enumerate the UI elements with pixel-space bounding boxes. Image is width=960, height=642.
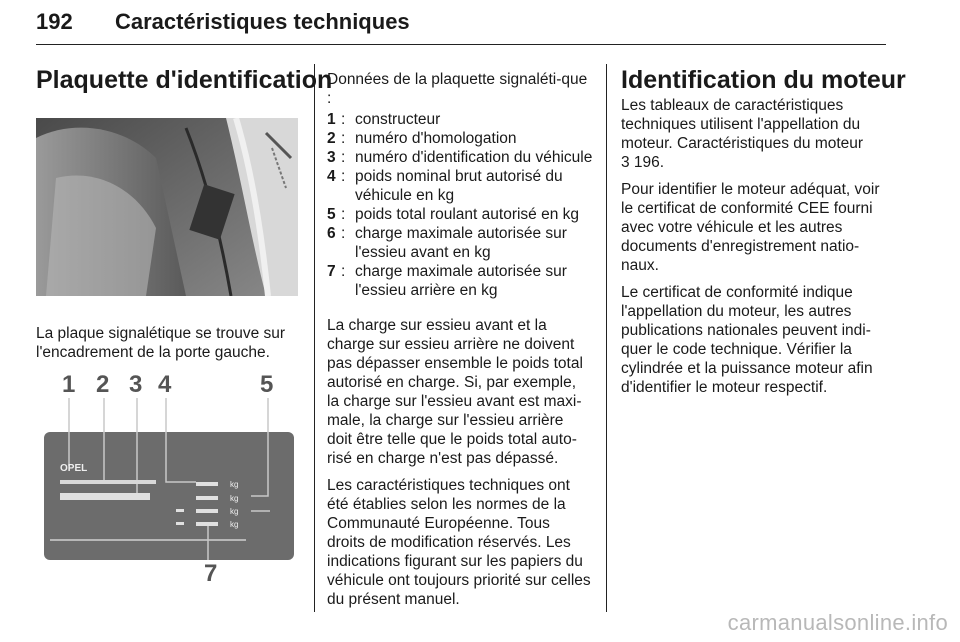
item-number: 6 bbox=[327, 225, 336, 242]
item-number: 2 bbox=[327, 130, 336, 147]
plate-diagram bbox=[36, 370, 298, 582]
callout-1: 1 bbox=[62, 371, 76, 398]
section-heading-moteur: Identification du moteur bbox=[621, 66, 906, 94]
callout-7: 7 bbox=[204, 560, 218, 582]
item-number: 7 bbox=[327, 263, 336, 280]
item-text: poids total roulant autorisé en kg bbox=[355, 206, 580, 223]
plate-diagram-svg bbox=[36, 370, 298, 582]
item-text: numéro d'homologation bbox=[355, 130, 517, 147]
callout-5: 5 bbox=[260, 371, 274, 398]
plate-data-list bbox=[327, 110, 595, 300]
engine-paragraph-1-text: Les tableaux de caractéristiques techniques utilisent l'appellation du moteur. Caractéristiques du moteur bbox=[621, 97, 864, 152]
item-number: 5 bbox=[327, 206, 336, 223]
callout-2: 2 bbox=[96, 371, 110, 398]
item-number: 3 bbox=[327, 149, 336, 166]
page-reference-link: 3 196. bbox=[621, 154, 665, 171]
plate-location-caption: La plaque signalétique se trouve sur l'encadrement de la porte gauche. bbox=[36, 325, 286, 361]
plate-unit-6: kg bbox=[230, 507, 239, 516]
specs-paragraph: Les caractéristiques techniques ont été établies selon les normes de la Communauté Européenne. Tous droits de modification réservés. Les indications figurant sur les papiers du véhicule ont toujours priorité sur celles du présent manuel. bbox=[327, 477, 591, 608]
list-item: 7 : charge maximale autorisée sur l'essieu arrière en kg bbox=[327, 262, 595, 300]
engine-text bbox=[621, 96, 889, 405]
list-item: 4 : poids nominal brut autorisé du véhicule en kg bbox=[327, 167, 595, 205]
page-number: 192 bbox=[36, 9, 73, 34]
column-divider-right bbox=[606, 64, 607, 612]
axle-load-text bbox=[327, 316, 591, 617]
callout-3: 3 bbox=[129, 371, 143, 398]
engine-paragraph-2: Pour identifier le moteur adéquat, voir le certificat de conformité CEE fourni avec votre véhicule et les autres documents d'enregistrement natio-naux. bbox=[621, 181, 880, 274]
door-frame-illustration bbox=[36, 118, 298, 296]
plate-brand: OPEL bbox=[60, 463, 88, 474]
list-item: 1 : constructeur bbox=[327, 110, 595, 129]
column-divider-left bbox=[314, 64, 315, 612]
header-rule bbox=[36, 44, 886, 45]
list-item: 2 : numéro d'homologation bbox=[327, 129, 595, 148]
axle-load-paragraph: La charge sur essieu avant et la charge sur essieu arrière ne doivent pas dépasser ensemble le poids total autorisé en charge. Si, par exemple, la charge sur l'essieu avant est maxi-male, la charge sur l'essieu arrière doit être telle que le poids total auto-risé en charge n'est pas dépassé. bbox=[327, 317, 583, 467]
item-text: numéro d'identification du véhicule bbox=[355, 149, 593, 166]
item-text: charge maximale autorisée sur l'essieu avant en kg bbox=[355, 225, 567, 261]
item-text: charge maximale autorisée sur l'essieu arrière en kg bbox=[355, 263, 567, 299]
door-frame-photo bbox=[36, 118, 298, 296]
item-number: 4 bbox=[327, 168, 336, 185]
item-number: 1 bbox=[327, 111, 336, 128]
engine-paragraph-1 bbox=[621, 96, 889, 172]
page-header-title: Caractéristiques techniques bbox=[115, 9, 410, 34]
plate-unit-4: kg bbox=[230, 480, 239, 489]
list-item: 5 : poids total roulant autorisé en kg bbox=[327, 205, 595, 224]
plate-unit-5: kg bbox=[230, 494, 239, 503]
list-item: 3 : numéro d'identification du véhicule bbox=[327, 148, 595, 167]
site-watermark: carmanualsonline.info bbox=[727, 610, 948, 635]
section-heading-plaquette: Plaquette d'identification bbox=[36, 66, 333, 94]
item-text: poids nominal brut autorisé du véhicule en kg bbox=[355, 168, 563, 204]
item-text: constructeur bbox=[355, 111, 441, 128]
plate-data-intro: Données de la plaquette signaléti-que : bbox=[327, 71, 588, 107]
list-item: 6 : charge maximale autorisée sur l'essieu avant en kg bbox=[327, 224, 595, 262]
callout-4: 4 bbox=[158, 371, 172, 398]
plate-unit-7: kg bbox=[230, 520, 239, 529]
engine-paragraph-3: Le certificat de conformité indique l'appellation du moteur, les autres publications nationales peuvent indi-quer le code technique. Vérifier la cylindrée et la puissance moteur afin d'identifier le moteur respectif. bbox=[621, 284, 873, 396]
